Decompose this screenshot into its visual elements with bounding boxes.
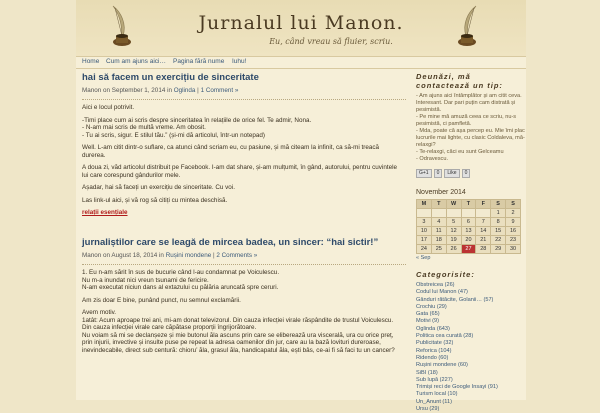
calendar-day: 5	[446, 218, 461, 227]
calendar-day: 4	[431, 218, 446, 227]
calendar-day: 30	[506, 245, 521, 254]
calendar-empty-cell	[431, 209, 446, 218]
post-category-link[interactable]: Rușini mondene	[165, 252, 212, 259]
post-paragraph: Aici e locul potrivit.	[82, 104, 135, 111]
post-2	[82, 237, 412, 359]
calendar-day: 10	[417, 227, 432, 236]
sidebar-heading: Deunăzi, mă contactează un tip:	[416, 72, 503, 90]
calendar-day: 13	[461, 227, 476, 236]
post-comments-link[interactable]: 2 Comments »	[216, 252, 258, 259]
calendar-day: 17	[417, 236, 432, 245]
calendar-weekday: F	[476, 200, 491, 209]
post-title[interactable]: jurnaliștilor care se leagă de mircea badea, un sincer: “hai sictir!”	[82, 237, 379, 248]
post-paragraph: Las link-ul aici, și vă rog să citiți cu mintea deschisă.	[82, 196, 228, 204]
like-count: 0	[462, 169, 471, 178]
meta-separator: |	[211, 252, 217, 259]
calendar-day: 3	[417, 218, 432, 227]
calendar-day: 16	[506, 227, 521, 236]
related-link[interactable]: relații esențiale	[82, 209, 128, 216]
nav-cum-am-ajuns[interactable]: Cum am ajuns aici…	[106, 58, 166, 65]
divider	[82, 264, 406, 265]
post-title[interactable]: hai să facem un exercițiu de sinceritate	[82, 72, 259, 83]
calendar-day: 6	[461, 218, 476, 227]
sidebar-quote: - Am ajuns aici întâmplător și am citit ceva. Interesant. Dar pari puțin cam distrată și pesimistă. - Pe mine mă amuză ceea ce scriu, nu-s pesimistă, ci pamfletă. - Mda, poate că așa percep eu. Mie îmi plac lucrurile mai lighte, cu clasic Coldaleva, mă-relaxgi? - Te-relaxgi, căci eu sunt Gelceamu - Odravescu.	[416, 93, 525, 162]
calendar-weekday: M	[417, 200, 432, 209]
post-paragraph: -Timi place cum ai scris despre sinceritatea în relațiile de orice fel. Te admir, Nona. - N-am mai scris de multă vreme. Am obosit. - Tu ai scris, sigur. E stilul tău.” (și-mi dă articolul, într-un notepad)	[82, 116, 312, 139]
category-item[interactable]: Publicitate (32)	[416, 340, 454, 347]
calendar-day: 23	[506, 236, 521, 245]
calendar-week	[417, 245, 521, 254]
calendar-week	[417, 218, 521, 227]
category-item[interactable]: Gânduri rătăcite, Golanii… (57)	[416, 296, 494, 303]
category-item[interactable]: Trimiși reci de Google Insayi (91)	[416, 384, 498, 391]
calendar-day: 7	[476, 218, 491, 227]
main-nav	[76, 57, 526, 69]
nav-iuhu[interactable]: Iuhu!	[232, 58, 247, 65]
calendar-week	[417, 236, 521, 245]
post-paragraph: 1. Eu n-am sărit în sus de bucurie când l-au condamnat pe Voiculescu. Nu m-a inundat nici vreun tsunami de fericire. N-am executat niciun dans al extazului cu pălăria aruncată spre ceruri.	[82, 269, 280, 291]
calendar-day: 21	[476, 236, 491, 245]
post-paragraph: A doua zi, văd articolul distribuit pe Facebook. I-am dat share, și-am mulțumit, în gând, autorului, pentru cuvintele lui care corespund gândurilor mele.	[82, 164, 398, 179]
calendar	[416, 199, 521, 254]
divider	[82, 99, 406, 100]
calendar-empty-cell	[417, 209, 432, 218]
post-meta-author-date: Manon on August 18, 2014 in	[82, 252, 166, 259]
calendar-empty-cell	[446, 209, 461, 218]
site-title[interactable]: Jurnalul lui Manon.	[198, 12, 404, 34]
post-paragraph: Am zis doar E bine, punând punct, nu semnul exclamării.	[82, 296, 241, 304]
categories-widget	[416, 270, 526, 413]
calendar-day: 11	[431, 227, 446, 236]
page-wrapper	[76, 0, 526, 413]
calendar-day: 24	[417, 245, 432, 254]
site-header	[76, 0, 526, 57]
nav-pagina-fara-nume[interactable]: Pagina fără nume	[173, 58, 225, 65]
category-list	[416, 282, 526, 413]
calendar-day: 1	[491, 209, 506, 218]
gplus-count: 0	[434, 169, 443, 178]
category-item[interactable]: SiBI (18)	[416, 369, 438, 376]
category-item[interactable]: Codul lui Manon (47)	[416, 289, 468, 296]
post-meta-author-date: Manon on September 1, 2014 in	[82, 87, 174, 94]
calendar-weekday: S	[491, 200, 506, 209]
calendar-day: 2	[506, 209, 521, 218]
category-item[interactable]: Gata (65)	[416, 311, 440, 318]
calendar-week	[417, 227, 521, 236]
category-item[interactable]: Politica cea curată (28)	[416, 333, 474, 340]
calendar-empty-cell	[476, 209, 491, 218]
gplus-button[interactable]: G+1	[416, 169, 432, 178]
inkwell-quill-icon	[454, 2, 482, 50]
calendar-day: 20	[461, 236, 476, 245]
calendar-weekday: S	[506, 200, 521, 209]
calendar-day: 12	[446, 227, 461, 236]
calendar-weekday: W	[446, 200, 461, 209]
like-button[interactable]: Like	[444, 169, 459, 178]
calendar-prev-link[interactable]: « Sep	[416, 255, 431, 261]
category-item[interactable]: Oglinda (643)	[416, 325, 450, 332]
calendar-empty-cell	[461, 209, 476, 218]
calendar-day: 19	[446, 236, 461, 245]
category-item[interactable]: Sub lupă (227)	[416, 376, 453, 383]
calendar-day: 15	[491, 227, 506, 236]
category-item[interactable]: Obstreicea (26)	[416, 282, 455, 288]
sidebar-heading: Categorisite:	[416, 270, 475, 279]
calendar-week	[417, 209, 521, 218]
calendar-weekday: T	[431, 200, 446, 209]
calendar-day: 25	[431, 245, 446, 254]
calendar-day: 18	[431, 236, 446, 245]
meta-separator: |	[195, 87, 201, 94]
calendar-day: 28	[476, 245, 491, 254]
post-meta	[82, 87, 412, 95]
category-item[interactable]: Rușini mondene (60)	[416, 362, 468, 369]
category-item[interactable]: Turism local (10)	[416, 391, 458, 398]
post-paragraph: Well. L-am citit dintr-o suflare, ca atunci când scriam eu, cu pasiune, și mă citeam la infinit, ca să-mi treacă durerea.	[82, 144, 380, 159]
calendar-day: 22	[491, 236, 506, 245]
calendar-day: 8	[491, 218, 506, 227]
category-item[interactable]: Ursu (29)	[416, 406, 440, 413]
category-item[interactable]: Motivi (9)	[416, 318, 439, 325]
social-badges	[416, 169, 526, 177]
calendar-day: 14	[476, 227, 491, 236]
post-comments-link[interactable]: 1 Comment »	[200, 87, 239, 94]
category-item[interactable]: Crochiu (29)	[416, 303, 447, 310]
site-description: Eu, când vreau să fluier, scriu.	[269, 37, 393, 46]
calendar-day: 29	[491, 245, 506, 254]
calendar-day: 26	[446, 245, 461, 254]
post-paragraph: Așadar, hai să faceți un exercițiu de sinceritate. Cu voi.	[82, 184, 235, 191]
post-1	[82, 72, 412, 216]
nav-home[interactable]: Home	[82, 58, 100, 65]
post-paragraph: Avem motiv. 1atât: Acum aproape trei ani, mi-am donat televizorul. Din cauza infecției virale răspândite de trustul Voiculescu. Din cauza infecției virale care căpătase proporții îngrijorătoare. Nu voiam să mi se declanșeze și mie butonul ăla ascuns prin care se eliberează ura viscerală, ura cu orice preț, prin injurii, invective și insulte puse pe repeat la adresa oamenilor din jur, care au la bază lovituri dureroase, inevindecabile, direct sub centură: chioru’ ăla, grasul ăla, handicapatul ăla, ești bâs, ce-ai fi să faci tu un cancer?	[82, 309, 395, 354]
category-item[interactable]: Un_Anunt (11)	[416, 398, 452, 405]
calendar-weekday: T	[461, 200, 476, 209]
sidebar	[416, 72, 526, 413]
post-category-link[interactable]: Oglinda	[173, 87, 196, 94]
category-item[interactable]: Reforica (104)	[416, 347, 452, 354]
calendar-title: November 2014	[416, 189, 466, 196]
calendar-day: 9	[506, 218, 521, 227]
calendar-day: 27	[461, 245, 476, 254]
category-item[interactable]: Ridendo (60)	[416, 354, 449, 361]
post-meta	[82, 252, 412, 260]
